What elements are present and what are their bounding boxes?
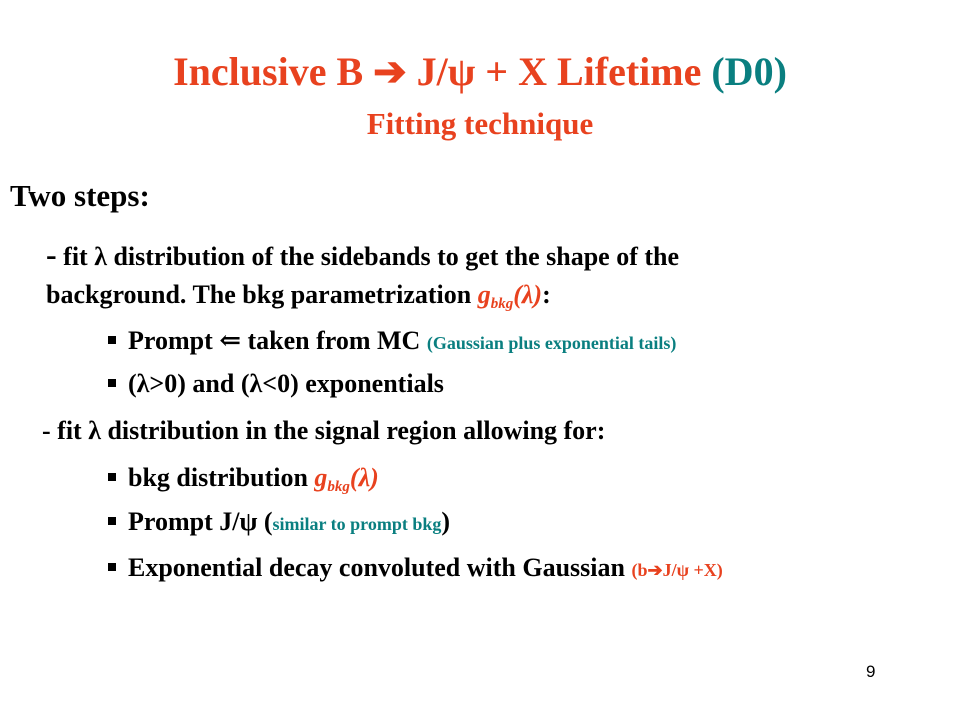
square-bullet-icon <box>108 517 116 525</box>
slide-subtitle: Fitting technique <box>366 106 594 141</box>
page-number: 9 <box>866 662 876 681</box>
slide-title <box>0 46 960 98</box>
bullet-g-sub: bkg <box>327 479 350 495</box>
step1-g: g <box>477 280 491 309</box>
bullet-text: (λ>0) and (λ<0) exponentials <box>128 369 444 398</box>
bullet-close: ) <box>441 507 451 536</box>
list-item <box>108 323 676 361</box>
step1-colon: : <box>542 280 551 309</box>
square-bullet-icon <box>108 473 116 481</box>
square-bullet-icon <box>108 336 116 344</box>
square-bullet-icon <box>108 563 116 571</box>
bullet-text: Prompt ⇐ taken from MC <box>128 326 427 355</box>
step1-dash: - <box>46 236 57 272</box>
bullet-g: g <box>314 463 328 492</box>
step2-line: - fit λ distribution in the signal region allowing for: <box>42 416 606 445</box>
bullet-text: Exponential decay convoluted with Gaussian <box>128 553 632 582</box>
bullet-note: similar to prompt bkg <box>272 514 442 534</box>
step1-line2 <box>46 277 551 322</box>
steps-heading: Two steps: <box>10 178 150 213</box>
bullet-text: bkg distribution <box>128 463 315 492</box>
title-suffix: (D0) <box>711 49 787 94</box>
step1-line1 <box>46 236 679 275</box>
list-item <box>108 550 723 588</box>
bullet-g-arg: (λ) <box>349 463 379 492</box>
square-bullet-icon <box>108 379 116 387</box>
step1-text1: fit λ distribution of the sidebands to get the shape of the <box>56 242 680 271</box>
bullet-note: (Gaussian plus exponential tails) <box>426 333 677 353</box>
step1-g-arg: (λ) <box>513 280 543 309</box>
bullet-text: Prompt J/ψ ( <box>128 507 273 536</box>
bullet-note: (b➔J/ψ +X) <box>631 560 723 580</box>
title-main: Inclusive B ➔ J/ψ + X Lifetime <box>173 49 702 94</box>
list-item <box>108 366 444 402</box>
list-item <box>108 460 379 505</box>
list-item <box>108 504 450 542</box>
step1-g-sub: bkg <box>490 296 514 312</box>
step1-text2: background. The bkg parametrization <box>46 280 478 309</box>
